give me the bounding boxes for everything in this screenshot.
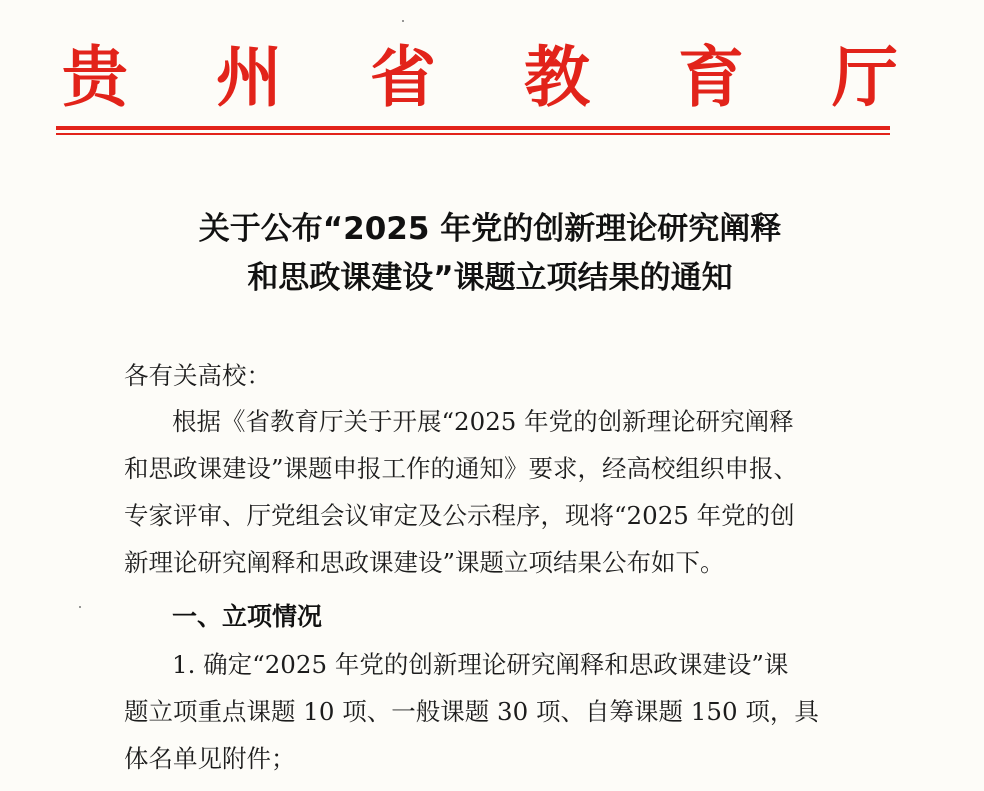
issuer-char: 厅 — [832, 39, 898, 116]
paper-speck — [79, 606, 81, 608]
item-line: 题立项重点课题 10 项、一般课题 30 项、自筹课题 150 项，具 — [124, 697, 819, 726]
item-line: 1. 确定“2025 年党的创新理论研究阐释和思政课建设”课 — [172, 650, 789, 679]
paragraph-line: 和思政课建设”课题申报工作的通知》要求，经高校组织申报、 — [124, 454, 799, 483]
paragraph-line: 根据《省教育厅关于开展“2025 年党的创新理论研究阐释 — [172, 407, 794, 436]
item-line: 体名单见附件； — [124, 744, 296, 773]
paper-speck — [402, 20, 404, 22]
document-title-line-2: 和思政课建设”课题立项结果的通知 — [247, 260, 733, 296]
salutation: 各有关高校： — [124, 361, 271, 390]
issuer-header — [62, 38, 898, 118]
header-rule-thin — [56, 133, 890, 135]
section-heading: 一、立项情况 — [172, 602, 323, 631]
paragraph-line: 专家评审、厅党组会议审定及公示程序，现将“2025 年党的创 — [124, 501, 795, 530]
issuer-char: 省 — [370, 39, 436, 116]
document-title-line-1: 关于公布“2025 年党的创新理论研究阐释 — [198, 211, 782, 247]
issuer-char: 州 — [216, 39, 282, 116]
issuer-char: 教 — [524, 39, 590, 116]
header-rule-thick — [56, 126, 890, 130]
paragraph-line: 新理论研究阐释和思政课建设”课题立项结果公布如下。 — [124, 548, 725, 577]
issuer-char: 育 — [678, 39, 744, 116]
issuer-char: 贵 — [62, 39, 128, 116]
